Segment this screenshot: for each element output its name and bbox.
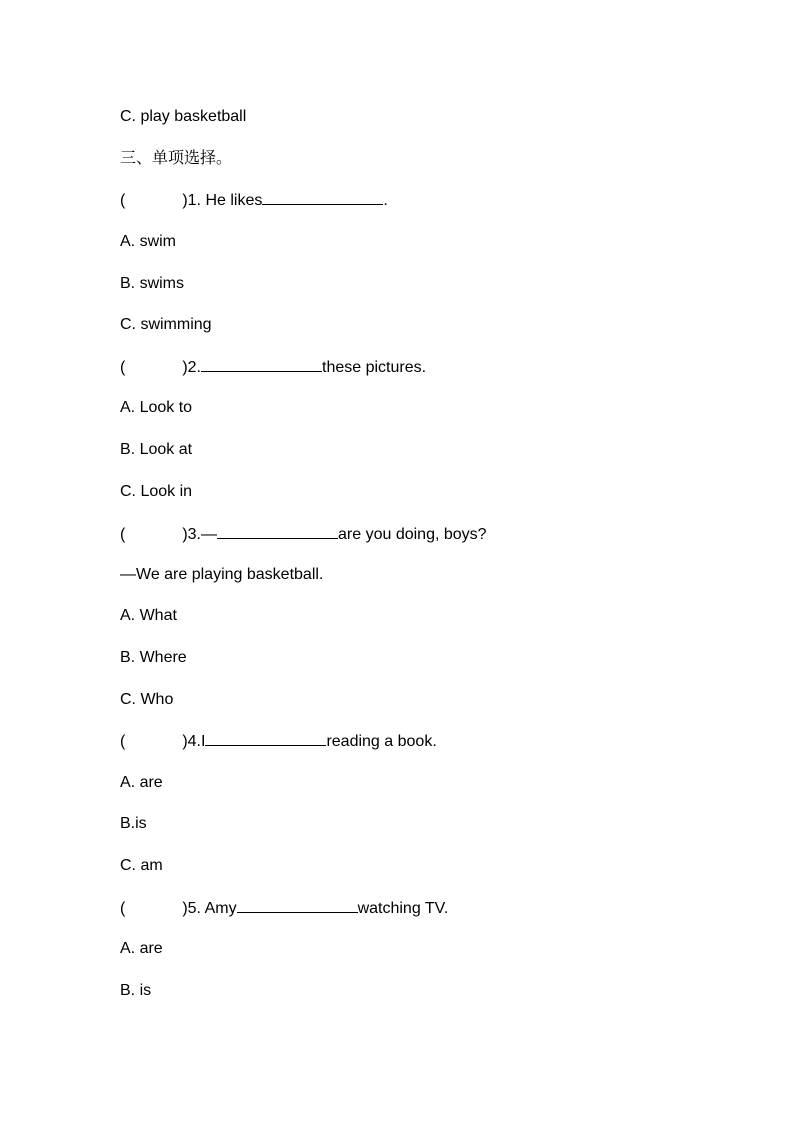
option-line: A. What bbox=[120, 607, 177, 624]
fill-blank bbox=[217, 524, 338, 539]
open-paren: ( bbox=[120, 900, 126, 917]
option-line: C. Look in bbox=[120, 483, 193, 500]
option-line: B. swims bbox=[120, 275, 184, 292]
fill-blank bbox=[262, 190, 383, 205]
fill-blank bbox=[205, 731, 326, 746]
option-line: A. are bbox=[120, 940, 163, 957]
option-line: A. swim bbox=[120, 233, 176, 250]
option-line: B. Where bbox=[120, 649, 187, 666]
fill-blank bbox=[237, 898, 358, 913]
question-1 bbox=[120, 190, 388, 211]
question-2 bbox=[120, 357, 426, 378]
section-heading: 三、单项选择。 bbox=[120, 150, 233, 167]
fill-blank bbox=[201, 357, 322, 372]
question-text: reading a book. bbox=[326, 733, 437, 750]
option-line: B.is bbox=[120, 815, 147, 832]
dialogue-line: —We are playing basketball. bbox=[120, 566, 324, 583]
option-line: B. is bbox=[120, 982, 152, 999]
question-number: )2. bbox=[182, 359, 201, 376]
question-number: )3.— bbox=[182, 526, 217, 543]
question-number: )4.I bbox=[182, 733, 206, 750]
option-line: C. Who bbox=[120, 691, 174, 708]
option-line: B. Look at bbox=[120, 441, 193, 458]
question-5 bbox=[120, 898, 448, 919]
open-paren: ( bbox=[120, 733, 126, 750]
question-text: . bbox=[383, 192, 388, 209]
question-number: )1. He likes bbox=[182, 192, 263, 209]
question-4 bbox=[120, 731, 437, 752]
option-line: A. Look to bbox=[120, 399, 193, 416]
option-line: C. am bbox=[120, 857, 163, 874]
question-text: are you doing, boys? bbox=[338, 526, 487, 543]
question-3 bbox=[120, 524, 487, 545]
open-paren: ( bbox=[120, 192, 126, 209]
open-paren: ( bbox=[120, 359, 126, 376]
question-text: watching TV. bbox=[357, 900, 449, 917]
open-paren: ( bbox=[120, 526, 126, 543]
option-line: A. are bbox=[120, 774, 163, 791]
question-number: )5. Amy bbox=[182, 900, 237, 917]
option-line: C. swimming bbox=[120, 316, 212, 333]
option-line: C. play basketball bbox=[120, 108, 247, 125]
question-text: these pictures. bbox=[322, 359, 427, 376]
